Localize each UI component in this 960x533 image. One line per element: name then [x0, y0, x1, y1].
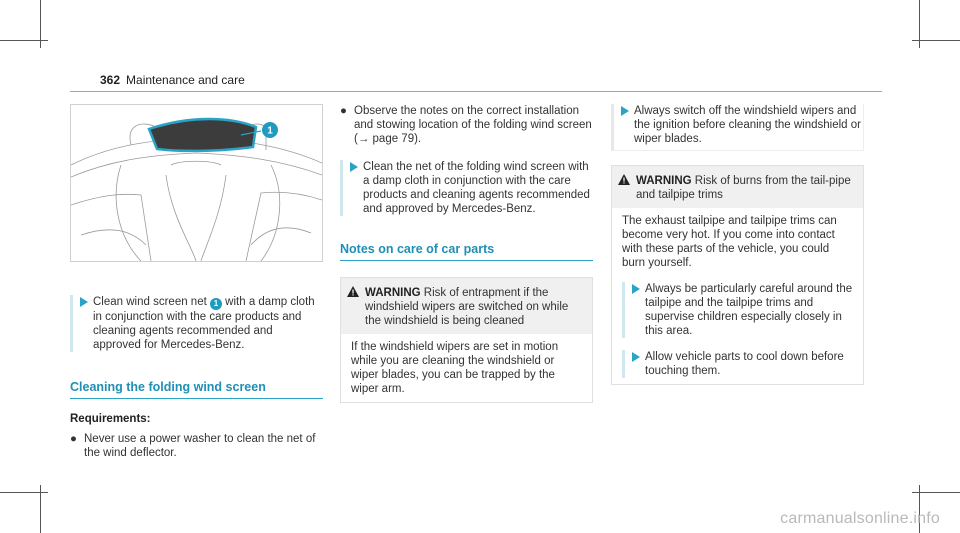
- warning-header: [341, 278, 592, 334]
- crop-mark: [912, 492, 960, 493]
- step-arrow-icon: [350, 162, 358, 172]
- crop-mark: [912, 40, 960, 41]
- step-text: Always be particularly careful around the tailpipe and the tailpipe trims and supervise children especially closely in this area.: [645, 283, 853, 337]
- section-heading: Notes on care of car parts: [340, 242, 593, 261]
- header-divider: [70, 91, 882, 92]
- warning-text: If the windshield wipers are set in motion while you are cleaning the windshield or wiper blades, you can be trapped by the wiper arm.: [351, 341, 559, 395]
- bullet-icon: ●: [340, 105, 347, 117]
- step-arrow-icon: [632, 352, 640, 362]
- warning-label: WARNING: [636, 175, 692, 187]
- warning-triangle-icon: [347, 286, 359, 297]
- instruction-step: [70, 295, 323, 352]
- warning-header: [612, 166, 863, 208]
- step-text: Allow vehicle parts to cool down before touching them.: [645, 351, 844, 377]
- crop-mark: [0, 40, 48, 41]
- callout-number: 1: [267, 125, 273, 137]
- section-title: Maintenance and care: [126, 73, 245, 87]
- bullet-icon: ●: [70, 433, 77, 445]
- warning-title: Risk of entrapment if the windshield wipers are switched on while the windshield is being cleaned: [365, 287, 569, 327]
- step-arrow-icon: [80, 297, 88, 307]
- warning-box: [611, 165, 864, 385]
- warning-box: [340, 277, 593, 403]
- step-arrow-icon: [632, 284, 640, 294]
- section-heading: Cleaning the folding wind screen: [70, 380, 323, 399]
- step-text: Clean wind screen net: [93, 296, 210, 308]
- windscreen-illustration: [70, 104, 323, 262]
- callout-badge-icon: 1: [210, 298, 222, 310]
- requirements-label: Requirements:: [70, 413, 151, 425]
- warning-text: The exhaust tailpipe and tailpipe trims can become very hot. If you come into contact with these parts of the vehicle, you could burn yourself.: [622, 215, 837, 269]
- watermark: carmanualsonline.info: [780, 510, 940, 527]
- step-text: Always switch off the windshield wipers and the ignition before cleaning the windshield or wiper blades.: [634, 105, 861, 145]
- step-arrow-icon: [621, 106, 629, 116]
- column-3: [611, 104, 864, 385]
- step-text: Clean the net of the folding wind screen with a damp cloth in conjunction with the care products and cleaning agents recommended and approved by Mercedes-Benz.: [363, 161, 590, 215]
- info-box: [611, 104, 864, 151]
- warning-triangle-icon: [618, 174, 630, 185]
- crop-mark: [0, 492, 48, 493]
- column-1: [70, 104, 323, 460]
- column-2: [340, 104, 593, 403]
- step-text: with a damp cloth in conjunction with the care products and cleaning agents recommended and approved for Mercedes-Benz.: [93, 296, 315, 351]
- requirement-item: ● Observe the notes on the correct installation and stowing location of the folding wind screen (→ page 79).: [340, 105, 592, 145]
- page-number: 362: [100, 73, 121, 87]
- requirement-item: ● Never use a power washer to clean the net of the wind deflector.: [70, 433, 316, 459]
- instruction-step: [622, 350, 853, 378]
- instruction-step: [614, 104, 863, 146]
- warning-title: Risk of burns from the tail-pipe and tailpipe trims: [636, 175, 851, 201]
- instruction-step: [340, 160, 593, 216]
- instruction-step: [622, 282, 853, 338]
- warning-label: WARNING: [365, 287, 421, 299]
- page-header: [100, 73, 245, 87]
